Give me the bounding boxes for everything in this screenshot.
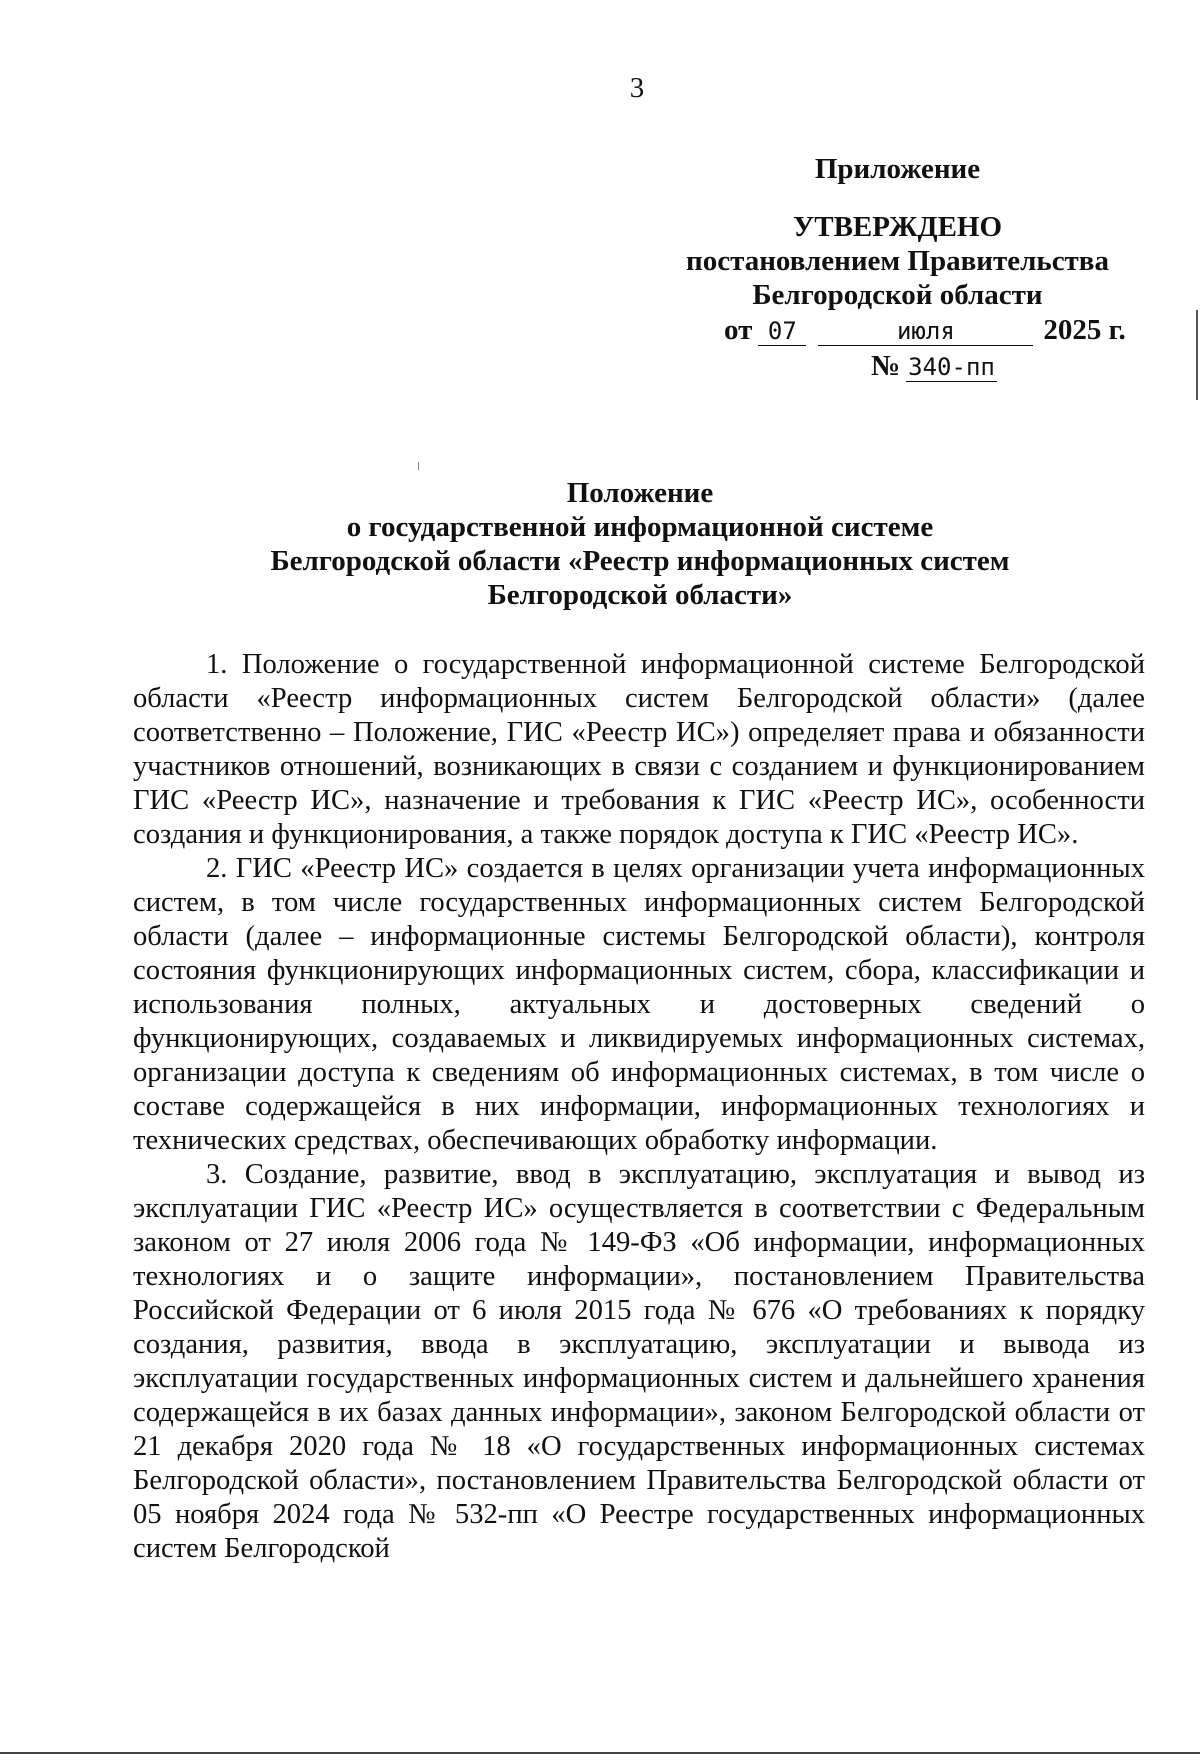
decree-date [724,314,1126,347]
scan-mark [418,462,419,470]
title-line-2: о государственной информационной системе [346,511,934,543]
paragraph-3: 3. Создание, развитие, ввод в эксплуатацию, эксплуатация и вывод из эксплуатации ГИС «Реестр ИС» осуществляется в соответствии с Федеральным законом от 27 июля 2006 года № 149-ФЗ «Об информации, информационных технологиях и о защите информации», постановлением Правительства Российской Федерации от 6 июля 2015 года № 676 «О требованиях к порядку создания, развития, ввода в эксплуатацию, эксплуатации и вывода из эксплуатации государственных информационных систем и дальнейшего хранения содержащейся в их базах данных информации», законом Белгородской области от 21 декабря 2020 года № 18 «О государственных информационных системах Белгородской области», постановлением Правительства Белгородской области от 05 ноября 2024 года № 532-пп «О Реестре государственных информационных систем Белгородской [133,1159,1145,1564]
document-title [135,476,1145,612]
paragraph-1: 1. Положение о государственной информационной системе Белгородской области «Реестр информационных систем Белгородской области» (далее соответственно – Положение, ГИС «Реестр ИС») определяет права и обязанности участников отношений, возникающих в связи с созданием и функционированием ГИС «Реестр ИС», назначение и требования к ГИС «Реестр ИС», особенности создания и функционирования, а также порядок доступа к ГИС «Реестр ИС». [133,649,1145,850]
scan-edge-mark [1196,310,1198,400]
title-line-4: Белгородской области» [487,579,793,611]
page-number: 3 [629,72,645,104]
document-body [133,648,1145,1566]
appendix-label: Приложение [814,153,981,185]
title-line-3: Белгородской области «Реестр информационных систем [270,545,1010,577]
approved-label: УТВЕРЖДЕНО [792,211,1003,243]
date-month: июля [818,317,1033,346]
approval-stamp-block [675,210,1120,312]
approved-region: Белгородской области [752,279,1043,311]
paragraph-2: 2. ГИС «Реестр ИС» создается в целях организации учета информационных систем, в том числе государственных информационных систем Белгородской области (далее – информационные системы Белгородской области), контроля состояния функционирующих информационных систем, сбора, классификации и использования полных, актуальных и достоверных сведений о функционирующих, создаваемых и ликвидируемых информационных системах, организации доступа к сведениям об информационных системах, в том числе о составе содержащейся в них информации, информационных технологиях и технических средствах, обеспечивающих обработку информации. [133,853,1145,1156]
title-line-1: Положение [566,477,714,509]
date-day: 07 [758,317,806,346]
date-prefix: от [724,314,753,346]
date-year: 2025 г. [1043,314,1126,346]
decree-number [871,350,997,383]
approved-by-decree: постановлением Правительства [686,245,1109,277]
number-value: 340-пп [908,353,995,381]
scan-bottom-line [0,1752,1200,1754]
number-prefix: № [871,350,901,382]
